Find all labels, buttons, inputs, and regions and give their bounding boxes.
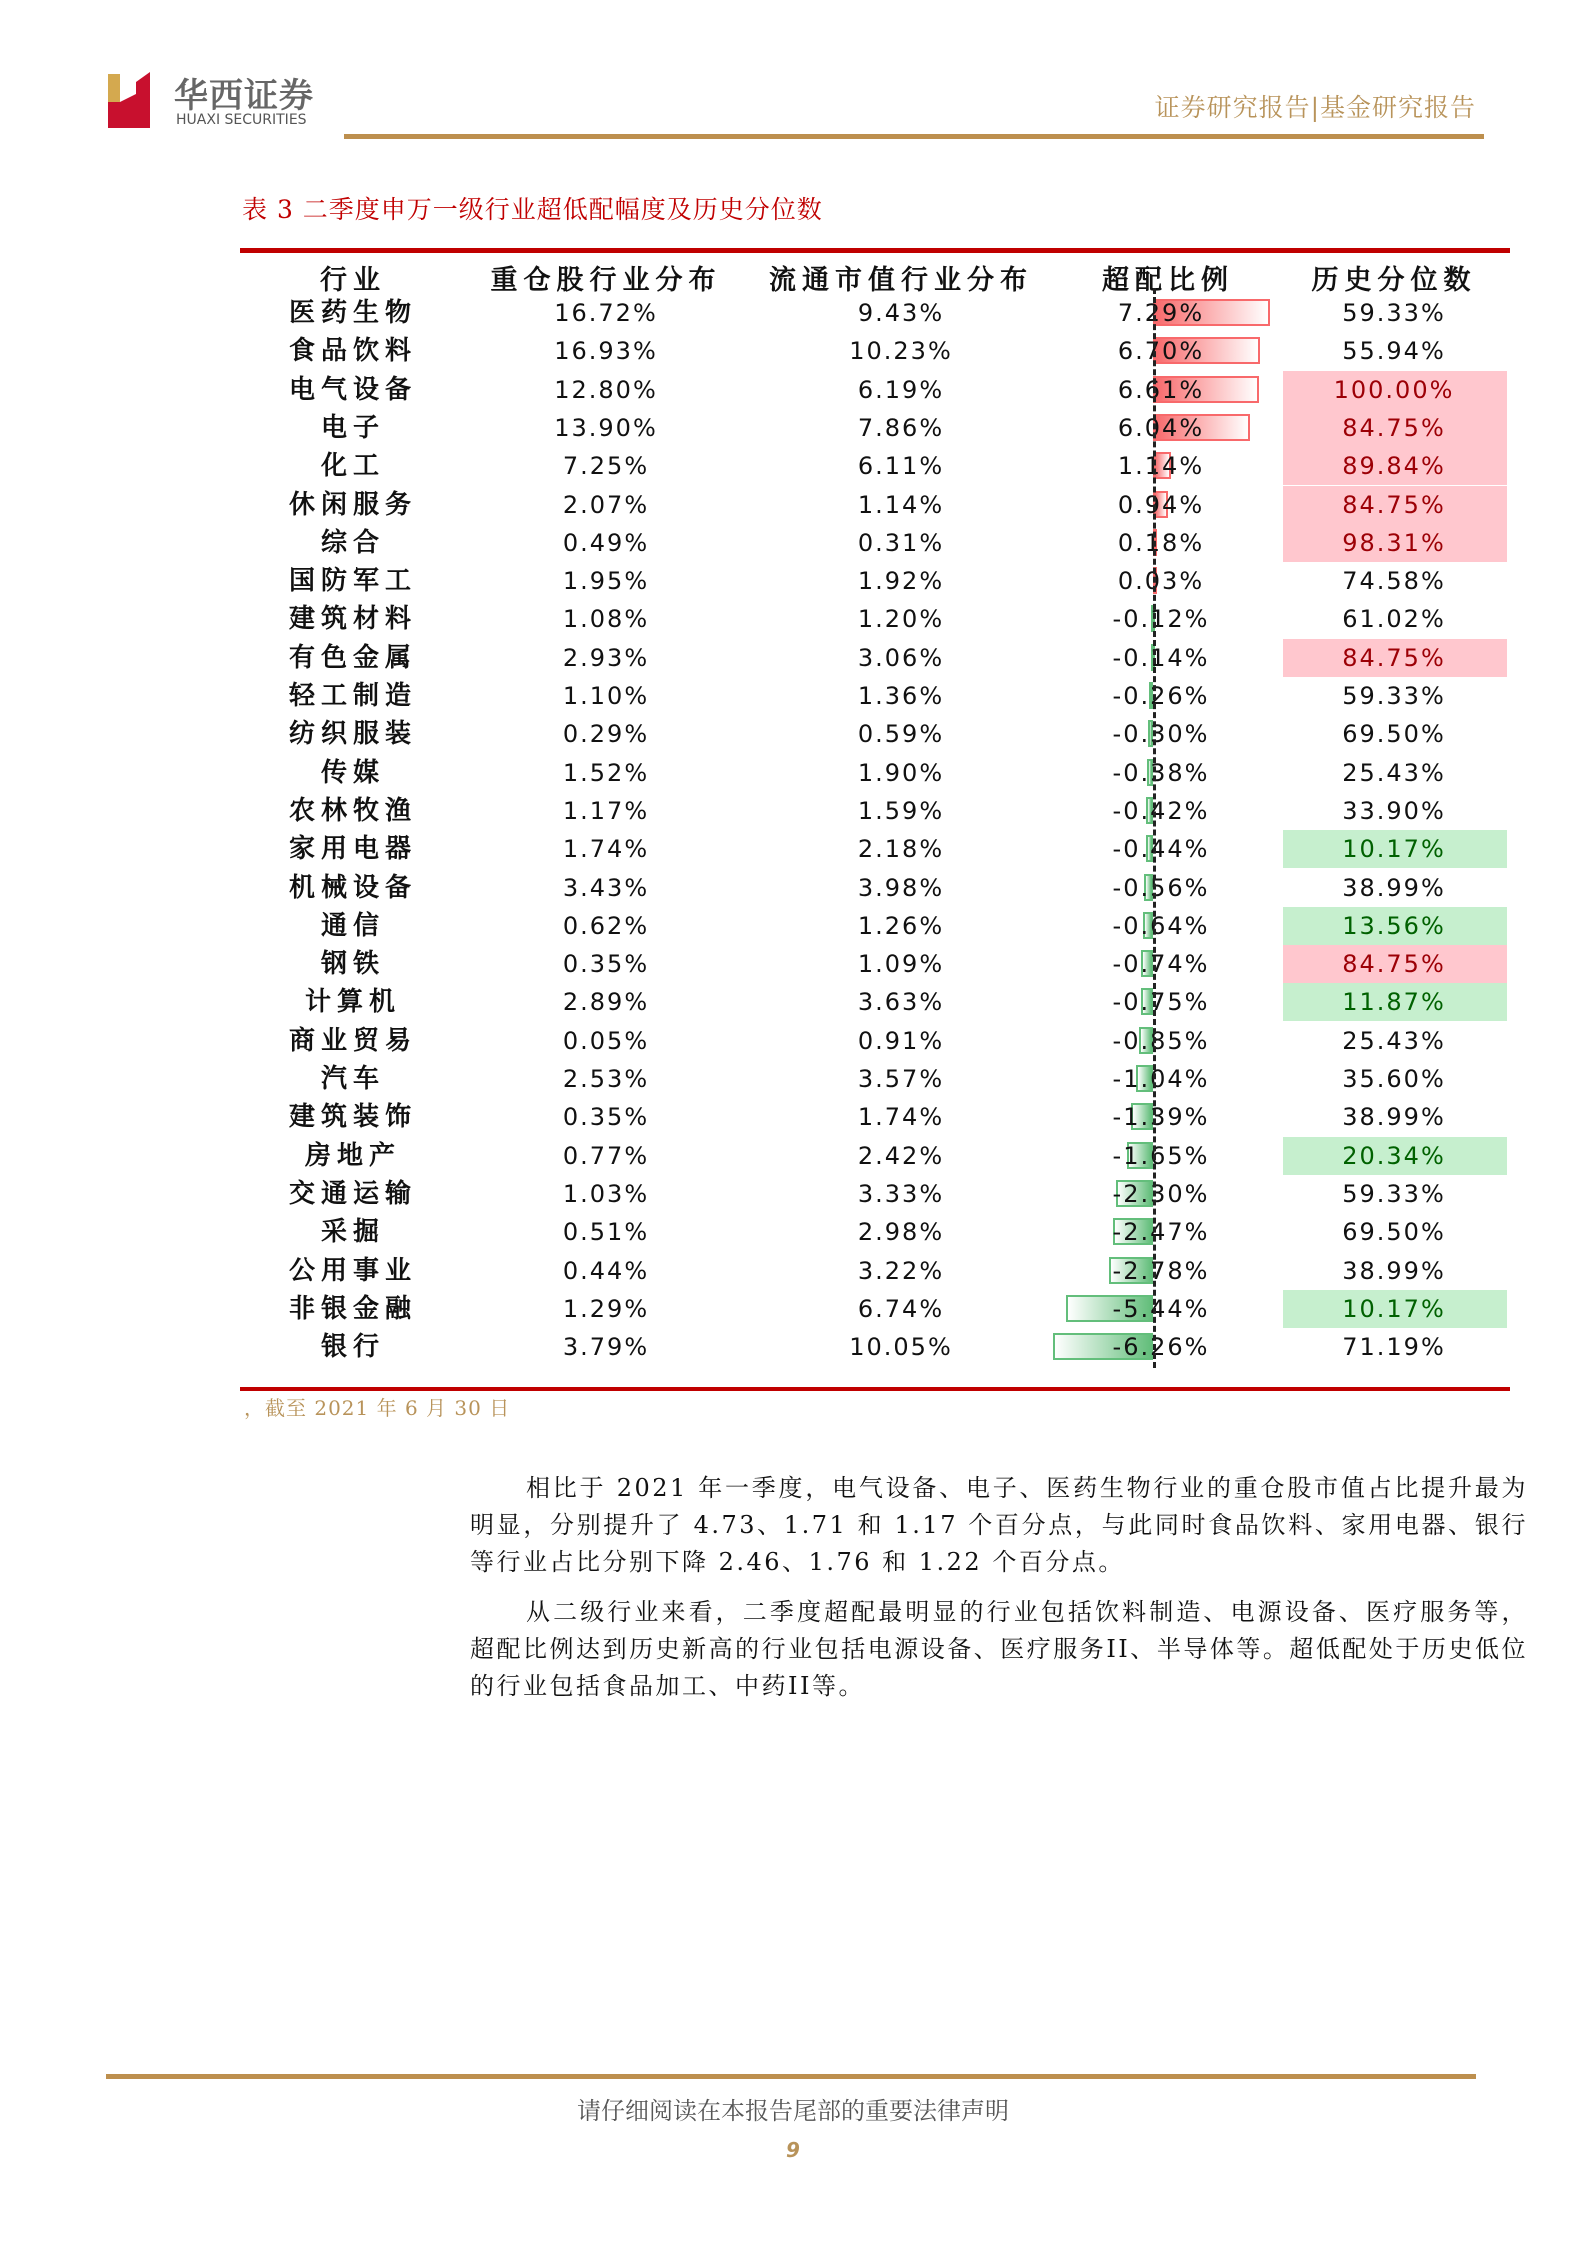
industry-name: 国防军工: [288, 566, 418, 597]
table-row: [240, 447, 1510, 485]
overweight-ratio: -0.12%: [1112, 605, 1210, 634]
heavy-holding-share: 0.35%: [562, 950, 650, 979]
heavy-holding-share: 0.49%: [562, 528, 650, 557]
column-header-overweight: 超配比例: [1102, 265, 1234, 296]
heavy-holding-share: 1.74%: [562, 835, 650, 864]
overweight-ratio: -0.75%: [1112, 988, 1210, 1017]
overweight-ratio: -0.14%: [1112, 643, 1210, 672]
historical-percentile: 38.99%: [1342, 1256, 1446, 1285]
table-row: [240, 1060, 1510, 1098]
float-mktcap-share: 2.18%: [857, 835, 945, 864]
overweight-ratio: -2.78%: [1112, 1256, 1210, 1285]
column-header-heavy: 重仓股行业分布: [490, 265, 722, 296]
industry-name: 有色金属: [288, 642, 418, 673]
heavy-holding-share: 0.51%: [562, 1218, 650, 1247]
overweight-ratio: 0.94%: [1117, 490, 1205, 519]
industry-name: 电子: [320, 412, 386, 443]
table-row: [240, 1290, 1510, 1328]
industry-name: 食品饮料: [288, 336, 418, 367]
industry-name: 建筑材料: [288, 604, 418, 635]
historical-percentile: 35.60%: [1342, 1065, 1446, 1093]
historical-percentile: 38.99%: [1342, 1103, 1446, 1132]
table-row: [240, 332, 1510, 370]
float-mktcap-share: 2.42%: [857, 1141, 945, 1170]
industry-name: 交通运输: [288, 1178, 418, 1209]
heavy-holding-share: 0.77%: [562, 1141, 650, 1170]
bar-axis: [1153, 288, 1156, 1368]
column-header-percentile: 历史分位数: [1311, 265, 1477, 296]
overweight-ratio: -1.65%: [1112, 1141, 1210, 1170]
historical-percentile: 98.31%: [1342, 528, 1446, 557]
heavy-holding-share: 0.62%: [562, 911, 650, 940]
table-row: [240, 677, 1510, 715]
industry-name: 银行: [320, 1332, 386, 1363]
industry-name: 钢铁: [320, 949, 386, 980]
industry-name: 非银金融: [288, 1293, 418, 1324]
table-row: [240, 524, 1510, 562]
historical-percentile: 59.33%: [1342, 1179, 1446, 1208]
historical-percentile: 11.87%: [1342, 988, 1446, 1017]
heavy-holding-share: 1.52%: [562, 758, 650, 787]
float-mktcap-share: 1.20%: [857, 605, 945, 634]
overweight-ratio: 6.70%: [1117, 337, 1205, 366]
table-row: [240, 294, 1510, 332]
historical-percentile: 10.17%: [1342, 1294, 1446, 1323]
float-mktcap-share: 1.90%: [857, 758, 945, 787]
industry-name: 商业贸易: [288, 1025, 418, 1056]
historical-percentile: 84.75%: [1342, 413, 1446, 442]
float-mktcap-share: 3.98%: [857, 873, 945, 902]
heavy-holding-share: 2.53%: [562, 1065, 650, 1093]
historical-percentile: 55.94%: [1342, 337, 1446, 366]
historical-percentile: 89.84%: [1342, 452, 1446, 481]
table-row: [240, 371, 1510, 409]
table-row: [240, 792, 1510, 830]
table-row: [240, 1213, 1510, 1251]
heavy-holding-share: 13.90%: [554, 413, 658, 442]
historical-percentile: 69.50%: [1342, 1218, 1446, 1247]
float-mktcap-share: 1.74%: [857, 1103, 945, 1132]
heavy-holding-share: 3.43%: [562, 873, 650, 902]
header-divider: [344, 134, 1484, 139]
table-row: [240, 945, 1510, 983]
historical-percentile: 33.90%: [1342, 796, 1446, 825]
overweight-ratio: 6.04%: [1117, 413, 1205, 442]
industry-name: 建筑装饰: [288, 1102, 418, 1133]
historical-percentile: 20.34%: [1342, 1141, 1446, 1170]
overweight-ratio: -0.64%: [1112, 911, 1210, 940]
heavy-holding-share: 2.89%: [562, 988, 650, 1017]
overweight-ratio: -2.47%: [1112, 1218, 1210, 1247]
industry-name: 轻工制造: [288, 681, 418, 711]
heavy-holding-share: 1.17%: [562, 796, 650, 825]
industry-name: 家用电器: [288, 834, 418, 865]
logo-mark-icon: [106, 72, 156, 128]
industry-name: 休闲服务: [288, 489, 418, 520]
heavy-holding-share: 1.10%: [562, 682, 650, 710]
historical-percentile: 61.02%: [1342, 605, 1446, 634]
float-mktcap-share: 3.33%: [857, 1179, 945, 1208]
industry-name: 电气设备: [288, 374, 418, 405]
overweight-ratio: 0.18%: [1117, 528, 1205, 557]
overweight-ratio: -2.30%: [1112, 1179, 1210, 1208]
historical-percentile: 59.33%: [1342, 682, 1446, 710]
table-row: [240, 409, 1510, 447]
footer-disclaimer: 请仔细阅读在本报告尾部的重要法律声明: [577, 2097, 1009, 2125]
column-header-industry: 行业: [320, 265, 386, 296]
historical-percentile: 84.75%: [1342, 643, 1446, 672]
table-row: [240, 639, 1510, 677]
historical-percentile: 100.00%: [1333, 375, 1455, 404]
float-mktcap-share: 1.26%: [857, 911, 945, 940]
industry-name: 汽车: [320, 1064, 386, 1094]
float-mktcap-share: 0.31%: [857, 528, 945, 557]
table-row: [240, 907, 1510, 945]
column-header-float: 流通市值行业分布: [769, 265, 1033, 296]
heavy-holding-share: 0.35%: [562, 1103, 650, 1132]
heavy-holding-share: 1.95%: [562, 567, 650, 596]
overweight-ratio: -6.26%: [1112, 1333, 1210, 1362]
table-row: [240, 1022, 1510, 1060]
historical-percentile: 25.43%: [1342, 758, 1446, 787]
body-paragraph-1: 相比于 2021 年一季度，电气设备、电子、医药生物行业的重仓股市值占比提升最为明显，分别提升了 4.73、1.71 和 1.17 个百分点，与此同时食品饮料、家用电器、银行等行业占比分别下降 2.46、1.76 和 1.22 个百分点。: [470, 1474, 1528, 1576]
overweight-ratio: 1.14%: [1117, 452, 1205, 481]
overweight-ratio: -0.42%: [1112, 796, 1210, 825]
historical-percentile: 74.58%: [1342, 567, 1446, 596]
float-mktcap-share: 1.36%: [857, 682, 945, 710]
report-type: 证券研究报告|基金研究报告: [1154, 93, 1476, 122]
heavy-holding-share: 16.93%: [554, 337, 658, 366]
heavy-holding-share: 1.29%: [562, 1294, 650, 1323]
overweight-ratio: -1.04%: [1112, 1065, 1210, 1093]
table-row: [240, 1098, 1510, 1136]
overweight-ratio: -0.44%: [1112, 835, 1210, 864]
huaxi-logo: [106, 72, 326, 132]
table-row: [240, 1137, 1510, 1175]
float-mktcap-share: 2.98%: [857, 1218, 945, 1247]
industry-name: 农林牧渔: [288, 795, 418, 826]
overweight-ratio: -0.30%: [1112, 720, 1210, 749]
page-number: 9: [786, 2138, 800, 2162]
heavy-holding-share: 12.80%: [554, 375, 658, 404]
industry-name: 纺织服装: [288, 719, 418, 750]
table-row: [240, 830, 1510, 868]
float-mktcap-share: 0.91%: [857, 1026, 945, 1055]
float-mktcap-share: 6.11%: [857, 452, 945, 481]
historical-percentile: 84.75%: [1342, 950, 1446, 979]
table-row: [240, 1175, 1510, 1213]
overweight-ratio: -0.74%: [1112, 950, 1210, 979]
heavy-holding-share: 1.08%: [562, 605, 650, 634]
overweight-ratio: 7.29%: [1117, 299, 1205, 327]
heavy-holding-share: 2.93%: [562, 643, 650, 672]
table-row: [240, 869, 1510, 907]
table-top-rule: [240, 248, 1510, 253]
industry-name: 综合: [320, 527, 386, 558]
historical-percentile: 84.75%: [1342, 490, 1446, 519]
historical-percentile: 25.43%: [1342, 1026, 1446, 1055]
float-mktcap-share: 0.59%: [857, 720, 945, 749]
heavy-holding-share: 0.29%: [562, 720, 650, 749]
historical-percentile: 13.56%: [1342, 911, 1446, 940]
table-row: [240, 600, 1510, 638]
table-row: [240, 1328, 1510, 1366]
industry-name: 医药生物: [288, 298, 418, 328]
float-mktcap-share: 6.19%: [857, 375, 945, 404]
historical-percentile: 69.50%: [1342, 720, 1446, 749]
logo-en-text: HUAXI SECURITIES: [176, 112, 307, 128]
overweight-ratio: -1.39%: [1112, 1103, 1210, 1132]
industry-name: 计算机: [304, 987, 402, 1018]
heavy-holding-share: 1.03%: [562, 1179, 650, 1208]
heavy-holding-share: 16.72%: [554, 299, 658, 327]
float-mktcap-share: 1.09%: [857, 950, 945, 979]
historical-percentile: 10.17%: [1342, 835, 1446, 864]
heavy-holding-share: 0.05%: [562, 1026, 650, 1055]
overweight-ratio: -0.38%: [1112, 758, 1210, 787]
table-row: [240, 715, 1510, 753]
industry-name: 化工: [320, 451, 386, 482]
heavy-holding-share: 3.79%: [562, 1333, 650, 1362]
logo-cn-text: 华西证券: [174, 76, 314, 116]
table-row: [240, 562, 1510, 600]
heavy-holding-share: 2.07%: [562, 490, 650, 519]
industry-name: 传媒: [320, 757, 386, 788]
industry-name: 房地产: [304, 1140, 402, 1171]
float-mktcap-share: 1.59%: [857, 796, 945, 825]
industry-name: 机械设备: [288, 872, 418, 903]
table-row: [240, 1252, 1510, 1290]
float-mktcap-share: 10.05%: [849, 1333, 953, 1362]
table-title: 表 3 二季度申万一级行业超低配幅度及历史分位数: [242, 195, 823, 224]
heavy-holding-share: 7.25%: [562, 452, 650, 481]
historical-percentile: 38.99%: [1342, 873, 1446, 902]
float-mktcap-share: 1.92%: [857, 567, 945, 596]
overweight-ratio: 6.61%: [1117, 375, 1205, 404]
table-row: [240, 983, 1510, 1021]
historical-percentile: 59.33%: [1342, 299, 1446, 327]
overweight-ratio: -0.85%: [1112, 1026, 1210, 1055]
float-mktcap-share: 7.86%: [857, 413, 945, 442]
overweight-ratio: -5.44%: [1112, 1294, 1210, 1323]
overweight-ratio: -0.56%: [1112, 873, 1210, 902]
float-mktcap-share: 3.63%: [857, 988, 945, 1017]
industry-name: 通信: [320, 910, 386, 941]
float-mktcap-share: 6.74%: [857, 1294, 945, 1323]
historical-percentile: 71.19%: [1342, 1333, 1446, 1362]
overweight-ratio: -0.26%: [1112, 682, 1210, 710]
float-mktcap-share: 3.57%: [857, 1065, 945, 1093]
body-paragraph-2: 从二级行业来看，二季度超配最明显的行业包括饮料制造、电源设备、医疗服务等，超配比例达到历史新高的行业包括电源设备、医疗服务II、半导体等。超低配处于历史低位的行业包括食品加工、中药II等。: [470, 1598, 1528, 1700]
industry-name: 采掘: [320, 1217, 386, 1248]
float-mktcap-share: 1.14%: [857, 490, 945, 519]
industry-name: 公用事业: [288, 1255, 418, 1286]
float-mktcap-share: 10.23%: [849, 337, 953, 366]
table-bottom-rule: [240, 1387, 1510, 1391]
float-mktcap-share: 3.22%: [857, 1256, 945, 1285]
table-row: [240, 754, 1510, 792]
footer-divider: [106, 2074, 1476, 2079]
table-row: [240, 486, 1510, 524]
float-mktcap-share: 9.43%: [857, 299, 945, 327]
overweight-ratio: 0.03%: [1117, 567, 1205, 596]
heavy-holding-share: 0.44%: [562, 1256, 650, 1285]
float-mktcap-share: 3.06%: [857, 643, 945, 672]
source-note: ，截至 2021 年 6 月 30 日: [244, 1396, 511, 1420]
